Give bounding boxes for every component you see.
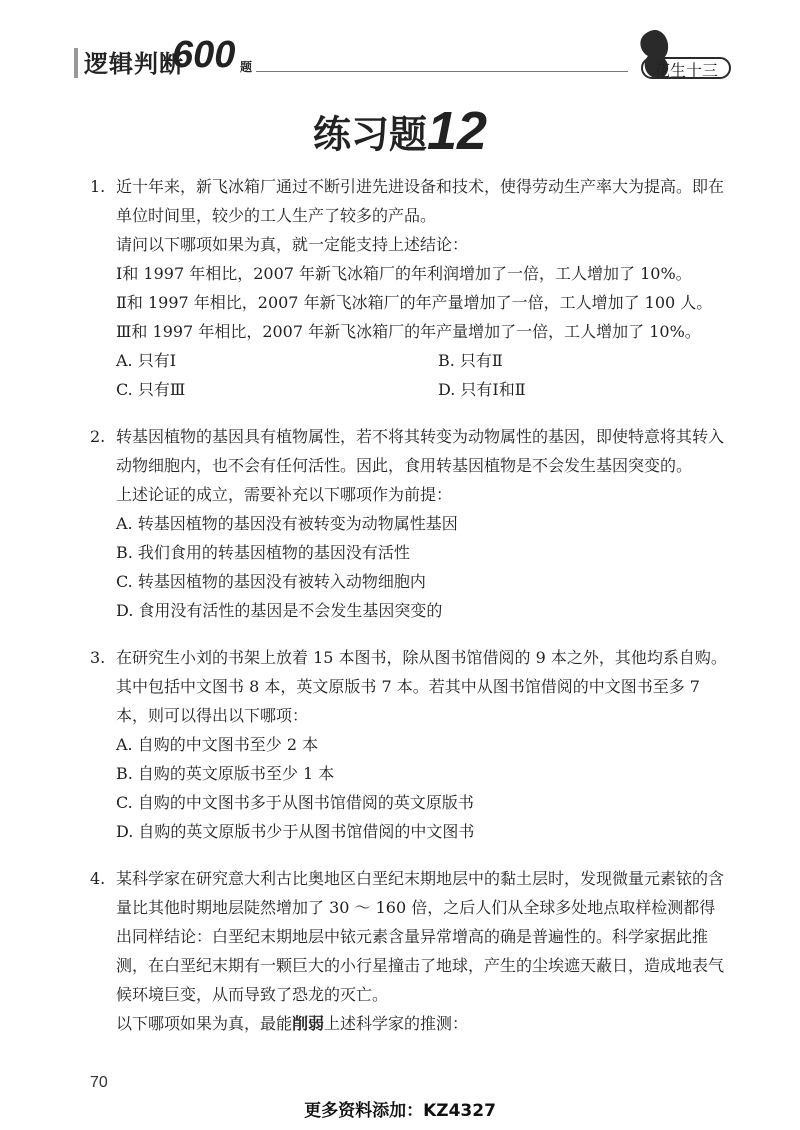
brand-text: 花生十三 bbox=[654, 61, 719, 80]
footer-note: 更多资料添加：KZ4327 bbox=[304, 1101, 496, 1121]
options bbox=[90, 346, 730, 404]
question-number: 2. bbox=[90, 427, 106, 446]
book-suffix: 题 bbox=[240, 60, 253, 74]
option-a: A. 只有Ⅰ bbox=[116, 351, 177, 370]
option-b: B. 只有Ⅱ bbox=[438, 351, 503, 370]
statement: Ⅲ和 1997 年相比，2007 年新飞冰箱厂的年产量增加了一倍，工人增加了 10%。 bbox=[116, 322, 701, 341]
option-b: B. 自购的英文原版书至少 1 本 bbox=[116, 764, 335, 783]
questions-area bbox=[90, 172, 730, 1056]
option-d: D. 自购的英文原版书少于从图书馆借阅的中文图书 bbox=[116, 822, 475, 841]
question-stem: 转基因植物的基因具有植物属性，若不将其转变为动物属性的基因，即使特意将其转入动物细胞内，也不会有任何活性。因此，食用转基因植物是不会发生基因突变的。 bbox=[116, 427, 725, 475]
question-4 bbox=[90, 864, 730, 1038]
book-number: 600 bbox=[172, 34, 236, 76]
question-stem: 某科学家在研究意大利古比奥地区白垩纪末期地层中的黏土层时，发现微量元素铱的含量比其他时期地层陡然增加了 30 ～ 160 倍，之后人们从全球多处地点取样检测都得出同样结论：白垩纪末期地层中铱元素含量异常增高的确是普遍性的。科学家据此推测，在白垩纪末期有一颗巨大的小行星撞击了地球，产生的尘埃遮天蔽日，造成地表气候环境巨变，从而导致了恐龙的灭亡。 bbox=[116, 869, 725, 1004]
prompt-post: 上述科学家的推测： bbox=[324, 1014, 469, 1033]
option-d: D. 只有Ⅰ和Ⅱ bbox=[438, 380, 526, 399]
question-number: 4. bbox=[90, 869, 106, 888]
question-prompt bbox=[90, 1009, 730, 1038]
question-3 bbox=[90, 643, 730, 846]
question-2 bbox=[90, 422, 730, 625]
page-title-number: 12 bbox=[426, 101, 488, 161]
option-c: C. 只有Ⅲ bbox=[116, 380, 186, 399]
option-c: C. 自购的中文图书多于从图书馆借阅的英文原版书 bbox=[116, 793, 474, 812]
brand-logo bbox=[634, 28, 734, 80]
option-c: C. 转基因植物的基因没有被转入动物细胞内 bbox=[116, 572, 426, 591]
prompt-pre: 以下哪项如果为真，最能 bbox=[116, 1014, 293, 1033]
page-title-text: 练习题 bbox=[312, 112, 427, 157]
book-title: 逻辑判断 bbox=[84, 50, 184, 78]
page-header bbox=[0, 0, 800, 90]
question-prompt: 上述论证的成立，需要补充以下哪项作为前提： bbox=[116, 485, 453, 504]
option-a: A. 自购的中文图书至少 2 本 bbox=[116, 735, 319, 754]
option-a: A. 转基因植物的基因没有被转变为动物属性基因 bbox=[116, 514, 458, 533]
question-prompt: 请问以下哪项如果为真，就一定能支持上述结论： bbox=[116, 235, 469, 254]
statement: Ⅱ和 1997 年相比，2007 年新飞冰箱厂的年产量增加了一倍，工人增加了 100 人。 bbox=[116, 293, 713, 312]
option-b: B. 我们食用的转基因植物的基因没有活性 bbox=[116, 543, 410, 562]
question-number: 1. bbox=[90, 177, 106, 196]
question-stem: 近十年来，新飞冰箱厂通过不断引进先进设备和技术，使得劳动生产率大为提高。即在单位时间里，较少的工人生产了较多的产品。 bbox=[116, 177, 725, 225]
page-title bbox=[0, 100, 800, 162]
page-number: 70 bbox=[90, 1074, 108, 1091]
option-d: D. 食用没有活性的基因是不会发生基因突变的 bbox=[116, 601, 443, 620]
question-1 bbox=[90, 172, 730, 404]
question-stem: 在研究生小刘的书架上放着 15 本图书，除从图书馆借阅的 9 本之外，其他均系自购。其中包括中文图书 8 本，英文原版书 7 本。若其中从图书馆借阅的中文图书至多 7 本，则可以得出以下哪项： bbox=[116, 648, 727, 725]
statement: Ⅰ和 1997 年相比，2007 年新飞冰箱厂的年利润增加了一倍，工人增加了 10%。 bbox=[116, 264, 692, 283]
options bbox=[90, 509, 730, 625]
options bbox=[90, 730, 730, 846]
prompt-emphasis: 削弱 bbox=[292, 1014, 325, 1033]
question-number: 3. bbox=[90, 648, 106, 667]
header-left-bar bbox=[74, 48, 78, 78]
header-rule bbox=[256, 71, 628, 72]
